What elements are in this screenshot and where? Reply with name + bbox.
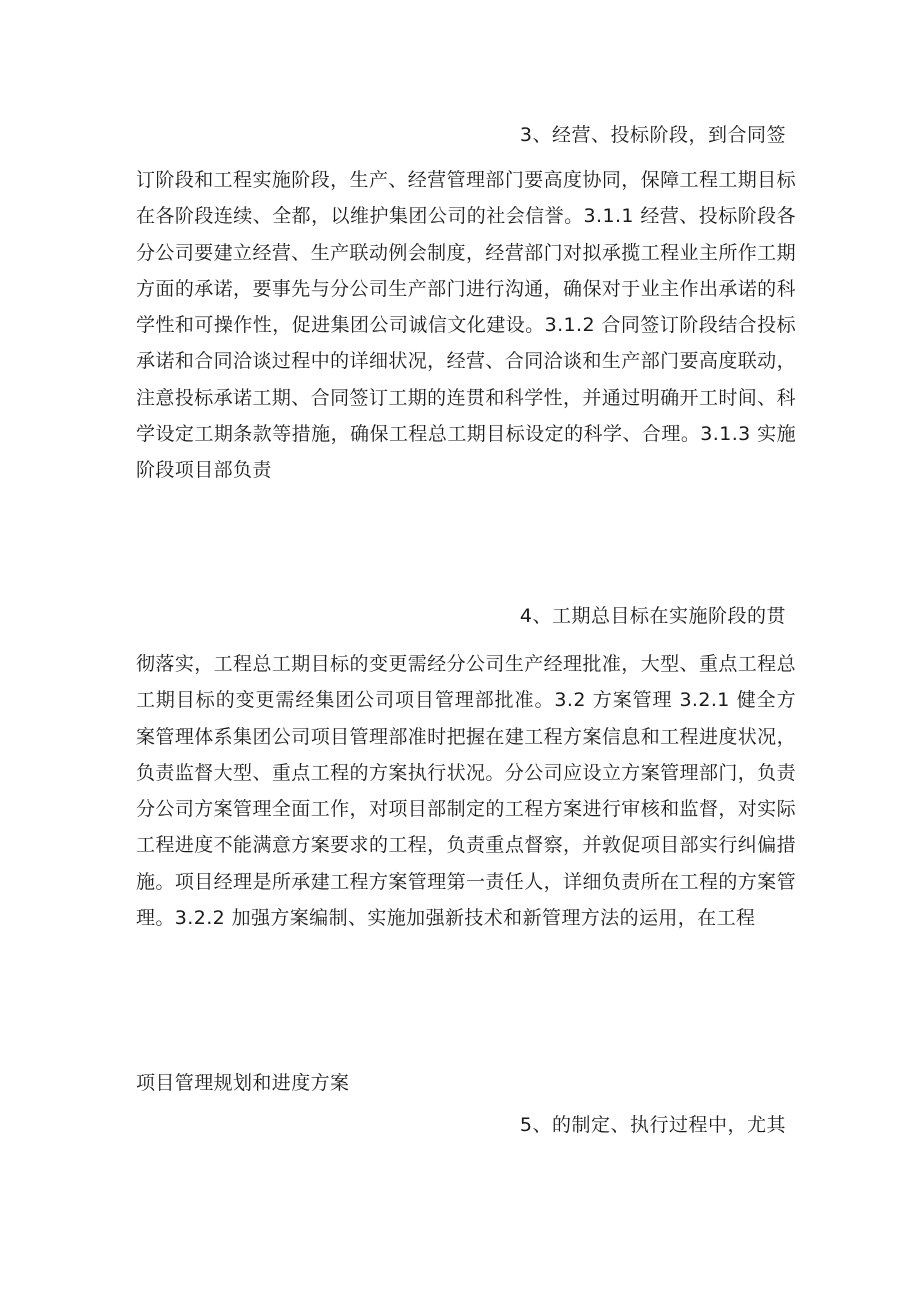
section-5-heading: 5、的制定、执行过程中，尤其 [519, 1114, 786, 1136]
section-4-paragraph: 彻落实，工程总工期目标的变更需经分公司生产经理批准，大型、重点工程总工期目标的变更需经集团公司项目管理部批准。3.2 方案管理 3.2.1 健全方案管理体系集团公司项目管理部准时把握在建工程方案信息和工程进度状况，负责监督大型、重点工程的方案执行状况。分公司应设立方案管理部门，负责分公司方案管理全面工作，对项目部制定的工程方案进行审核和监督，对实际工程进度不能满意方案要求的工程，负责重点督察，并敦促项目部实行纠偏措施。项目经理是所承建工程方案管理第一责任人，详细负责所在工程的方案管理。3.2.2 加强方案编制、实施加强新技术和新管理方法的运用，在工程 [136, 653, 796, 930]
section-4-heading: 4、工期总目标在实施阶段的贯 [519, 605, 786, 627]
section-3-heading: 3、经营、投标阶段，到合同签 [519, 124, 786, 146]
section-4-trailing-line: 项目管理规划和进度方案 [136, 1072, 350, 1094]
section-3-paragraph: 订阶段和工程实施阶段，生产、经营管理部门要高度协同，保障工程工期目标在各阶段连续、全都，以维护集团公司的社会信誉。3.1.1 经营、投标阶段各分公司要建立经营、生产联动例会制度，经营部门对拟承揽工程业主所作工期方面的承诺，要事先与分公司生产部门进行沟通，确保对于业主作出承诺的科学性和可操作性，促进集团公司诚信文化建设。3.1.2 合同签订阶段结合投标承诺和合同洽谈过程中的详细状况，经营、合同洽谈和生产部门要高度联动，注意投标承诺工期、合同签订工期的连贯和科学性，并通过明确开工时间、科学设定工期条款等措施，确保工程总工期目标设定的科学、合理。3.1.3 实施阶段项目部负责 [136, 169, 796, 482]
